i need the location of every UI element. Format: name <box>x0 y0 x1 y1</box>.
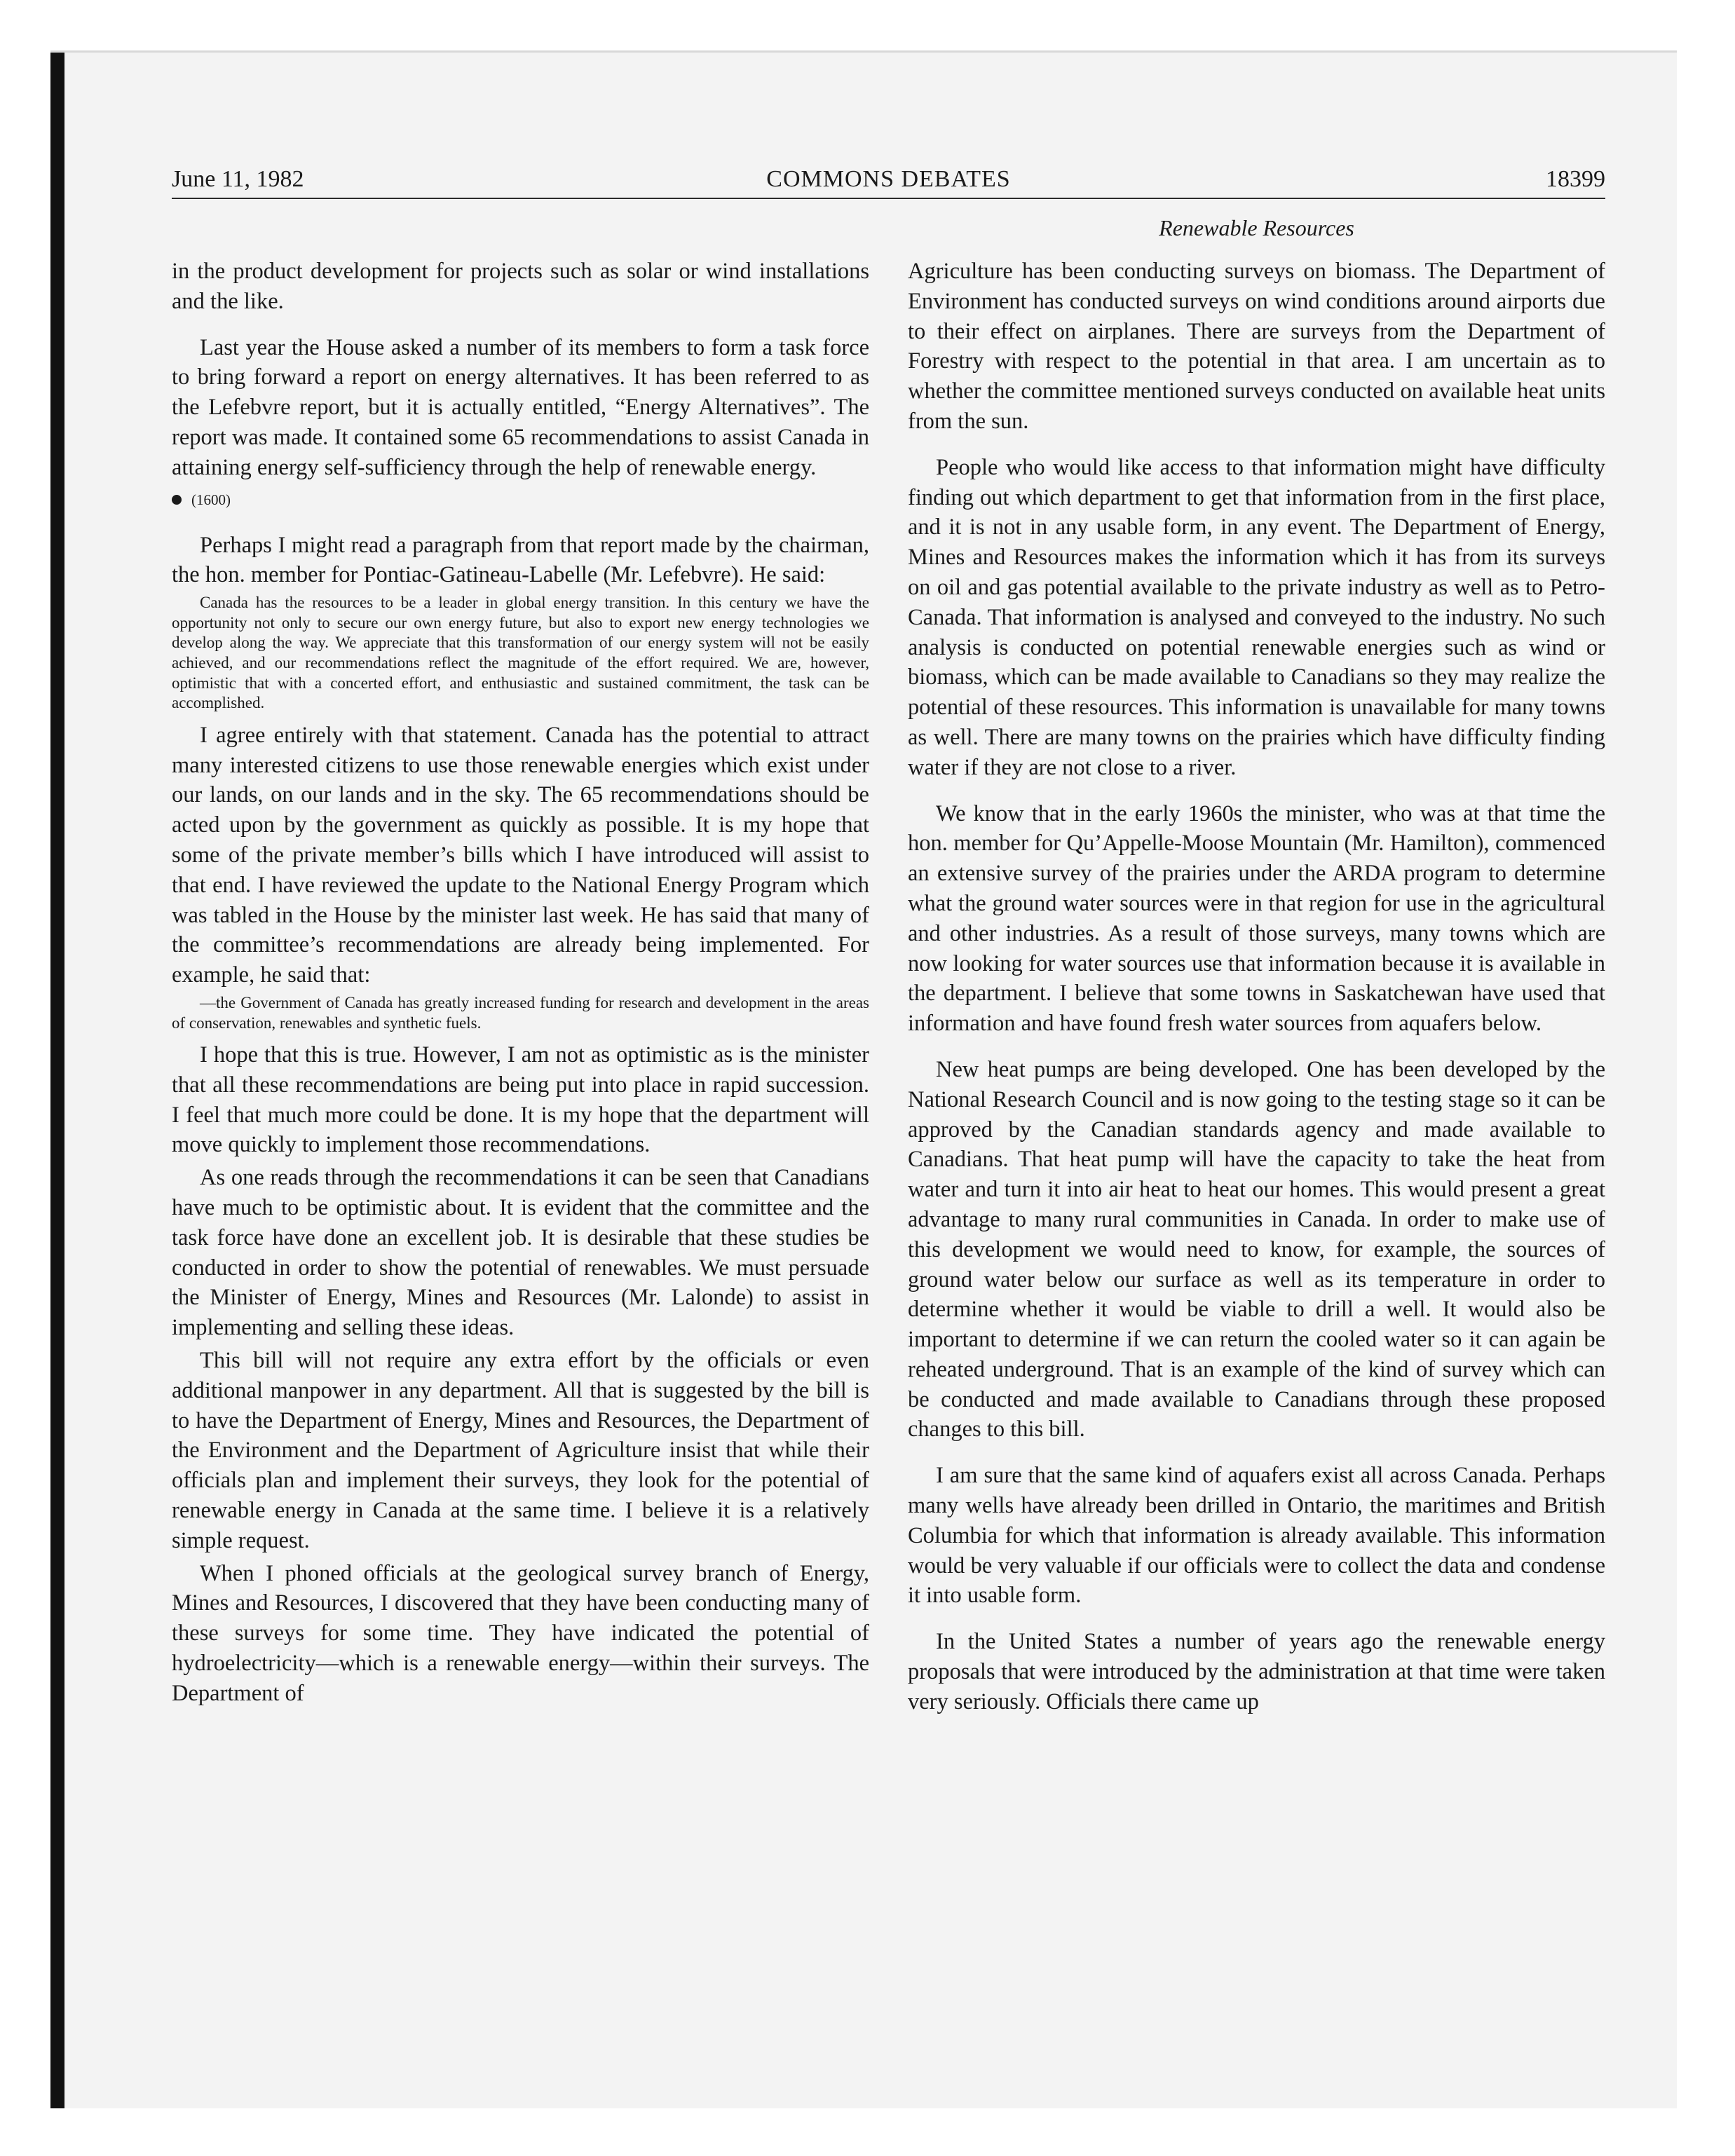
left-paragraph-7: This bill will not require any extra effort by the officials or even additional manpower in any department. All that is suggested by the bill is to have the Department of Energy, Mines and Resources, the Department of the Environment and the Department of Agriculture insist that while their officials plan and implement their surveys, they look for the potential of renewable energy in Canada at the same time. I believe it is a relatively simple request. <box>172 1348 869 1553</box>
right-paragraph-5: I am sure that the same kind of aquafers exist all across Canada. Perhaps many wells have already been drilled in Ontario, the maritimes and British Columbia for which that information is already available. This information would be very valuable if our officials were to collect the data and condense it into usable form. <box>908 1463 1605 1609</box>
block-quote-2: —the Government of Canada has greatly increased funding for research and development in the areas of conservation, renewables and synthetic fuels. <box>172 993 869 1032</box>
right-paragraph-3: We know that in the early 1960s the minister, who was at that time the hon. member for Qu’Appelle-Moose Mountain (Mr. Hamilton), commenced an extensive survey of the prairies under the ARDA program to determine what the ground water sources were in that region for use in the agricultural and other industries. As a result of those surveys, many towns which are now looking for water sources use that information because it is available in the department. I believe that some towns in Saskatchewan have used that information and have found fresh water sources from aquafers below. <box>908 800 1605 1037</box>
left-paragraph-6: As one reads through the recommendations it can be seen that Canadians have much to be optimistic about. It is evident that the committee and the task force have done an excellent job. It is desirable that these studies be conducted in order to show the potential of renewables. We must persuade the Minister of Energy, Mines and Resources (Mr. Lalonde) to assist in implementing and selling these ideas. <box>172 1165 869 1341</box>
header-rule <box>172 198 1605 199</box>
left-paragraph-2: Last year the House asked a number of its members to form a task force to bring forward a report on energy alternatives. It has been referred to as the Lefebvre report, but it is actually entitled, “Energy Alternatives”. The report was made. It contained some 65 recommendations to assist Canada in attaining energy self-sufficiency through the help of renewable energy. <box>172 334 869 480</box>
bullet-dot-icon <box>172 495 182 505</box>
header-page-number: 18399 <box>1546 166 1605 192</box>
running-head: Renewable Resources <box>1159 215 1354 240</box>
left-paragraph-1: in the product development for projects such as solar or wind installations and the like. <box>172 259 869 314</box>
left-column <box>172 257 869 1709</box>
left-paragraph-4: I agree entirely with that statement. Canada has the potential to attract many interested citizens to use those renewable energies which exist under our lands, on our lands and in the sky. The 65 recommendations should be acted upon by the government as quickly as possible. It is my hope that some of the private member’s bills which I have introduced will assist to that end. I have reviewed the update to the National Energy Program which was tabled in the House by the minister last week. He has said that many of the committee’s recommendations are already being implemented. For example, he said that: <box>172 722 869 988</box>
block-quote-1: Canada has the resources to be a leader in global energy transition. In this century we have the opportunity not only to secure our own energy future, but also to export new energy technologies we develop along the way. We appreciate that this transformation of our energy system will not be easily achieved, and our recommendations reflect the magnitude of the effort required. We are, however, optimistic that with a concerted effort, and enthusiastic and sustained commitment, the task can be accomplished. <box>172 594 869 712</box>
left-paragraph-3: Perhaps I might read a paragraph from that report made by the chairman, the hon. member for Pontiac-Gatineau-Labelle (Mr. Lefebvre). He said: <box>172 532 869 588</box>
left-paragraph-5: I hope that this is true. However, I am not as optimistic as is the minister that all these recommendations are being put into place in rapid succession. I feel that much more could be done. It is my hope that the department will move quickly to implement those recommendations. <box>172 1042 869 1158</box>
scan-edge-shadow <box>50 50 64 2108</box>
right-paragraph-2: People who would like access to that information might have difficulty finding out which department to get that information from in the first place, and it is not in any usable form, in any event. The Department of Energy, Mines and Resources makes the information which it has from its surveys on oil and gas potential available to the private industry as well as to Petro-Canada. That information is analysed and conveyed to the industry. No such analysis is conducted on potential renewable energies such as wind or biomass, which can be made available to Canadians so they may realize the potential of these resources. This information is unavailable for many towns as well. There are many towns on the prairies which have difficulty finding water if they are not close to a river. <box>908 454 1605 780</box>
page-header <box>172 160 1605 199</box>
right-paragraph-1: Agriculture has been conducting surveys on biomass. The Department of Environment has conducted surveys on wind conditions around airports due to their effect on airplanes. There are surveys from the Department of Forestry with respect to the potential in that area. I am uncertain as to whether the committee mentioned surveys conducted on available heat units from the sun. <box>908 259 1605 434</box>
time-marker-label: (1600) <box>191 491 231 508</box>
header-date: June 11, 1982 <box>172 166 304 192</box>
right-paragraph-4: New heat pumps are being developed. One has been developed by the National Research Council and is now going to the testing stage so it can be approved by the Canadian standards agency and made available to Canadians. That heat pump will have the capacity to take the heat from water and turn it into air heat to heat our homes. This would present a great advantage to many rural communities in Canada. In order to make use of this development we would need to know, for example, the sources of ground water below our surface as well as its temperature in order to determine whether it would be viable to drill a well. It would also be important to determine if we can return the cooled water so it can again be reheated underground. That is an example of the kind of survey which can be conducted and made available to Canadians through these proposed changes to this bill. <box>908 1056 1605 1442</box>
header-publication-title: COMMONS DEBATES <box>766 166 1011 192</box>
left-paragraph-8: When I phoned officials at the geological survey branch of Energy, Mines and Resources, I discovered that they have been conducting many of these surveys for some time. They have indicated the potential of hydroelectricity—which is a renewable energy—within their surveys. The Department of <box>172 1560 869 1706</box>
time-marker <box>172 486 869 514</box>
right-column <box>908 257 1605 1717</box>
right-paragraph-6: In the United States a number of years ago the renewable energy proposals that were introduced by the administration at that time were taken very seriously. Officials there came up <box>908 1629 1605 1714</box>
